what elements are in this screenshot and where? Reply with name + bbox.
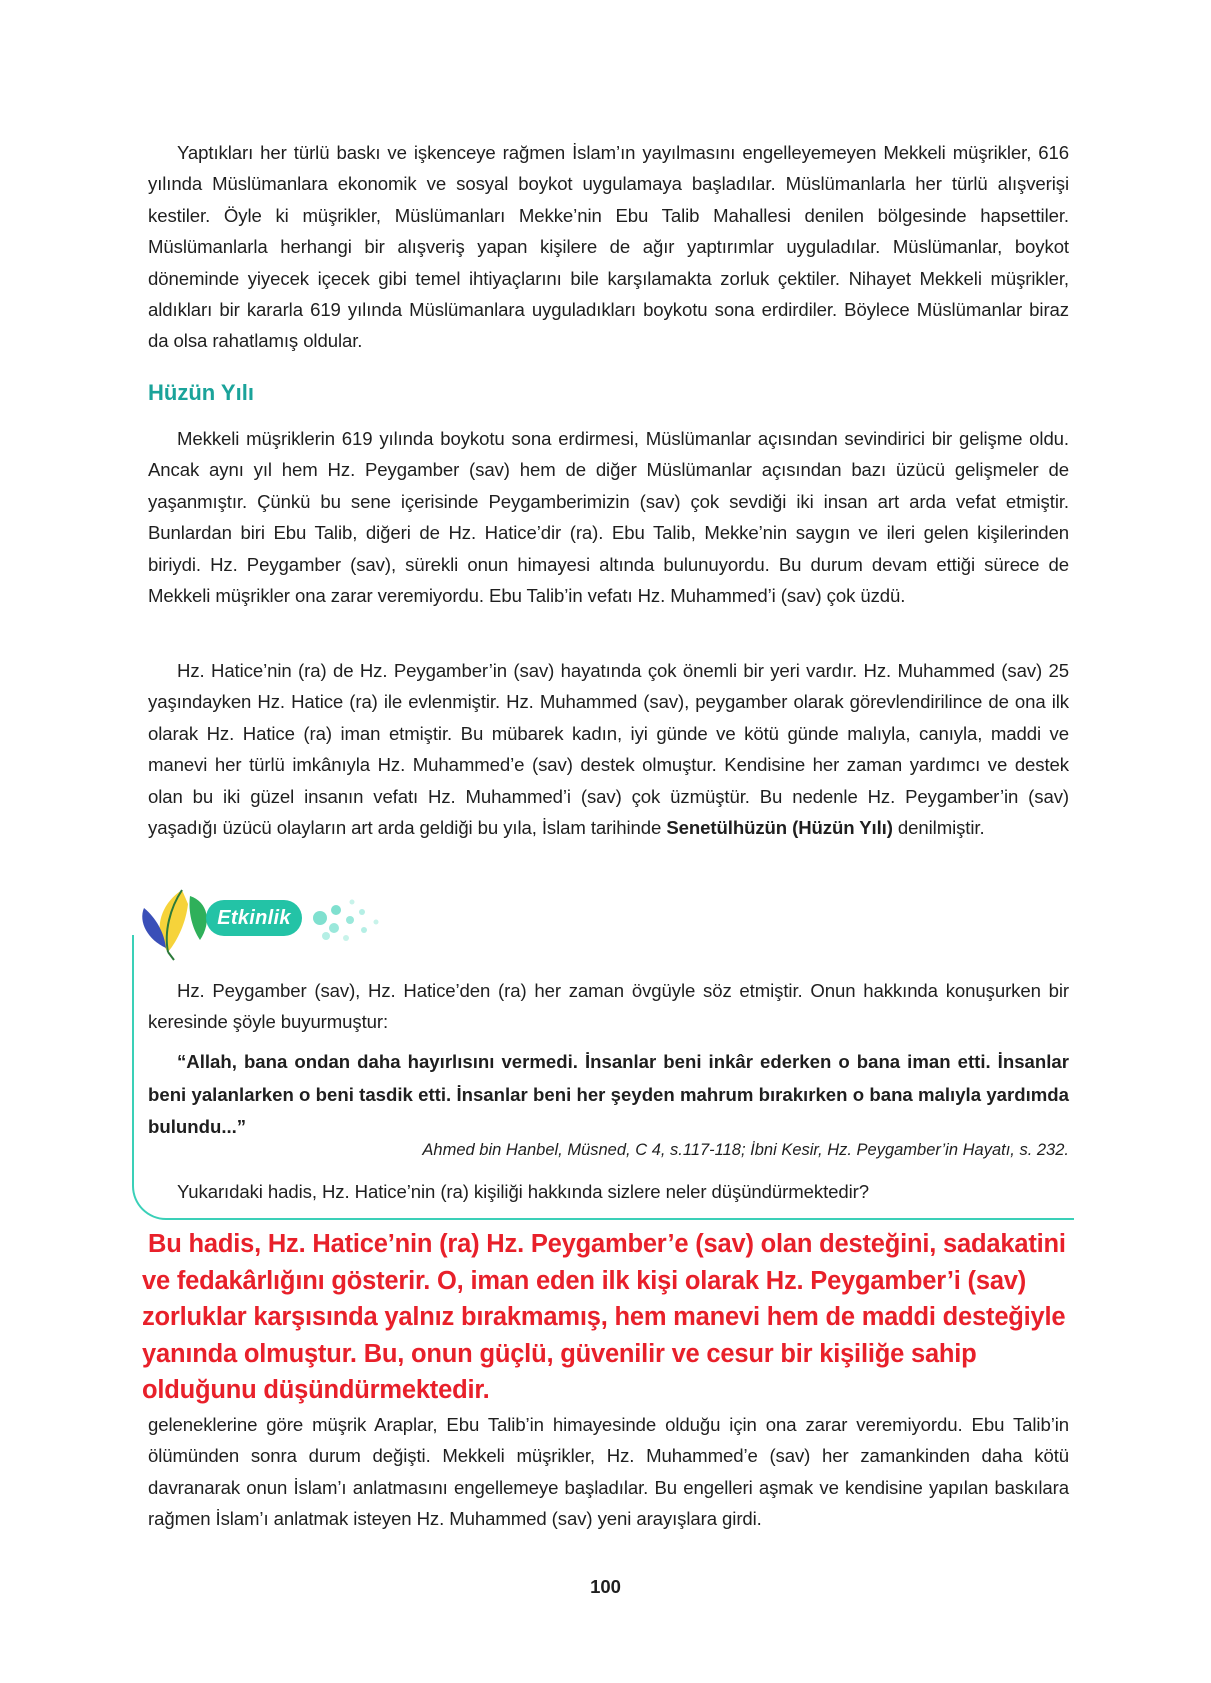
activity-intro: Hz. Peygamber (sav), Hz. Hatice’den (ra) her zaman övgüyle söz etmiştir. Onun hakkında konuşurken bir keresinde şöyle buyurmuştur: (148, 980, 1069, 1033)
activity-badge-label: Etkinlik (206, 900, 302, 936)
paragraph-2-text: Hz. Hatice’nin (ra) de Hz. Peygamber’in (sav) hayatında çok önemli bir yeri vardır. Hz. Muhammed (sav) 25 yaşındayken Hz. Hatice (ra) ile evlenmiştir. Hz. Muhammed (sav), peygamber olarak görevlendirilince de ona ilk olarak Hz. Hatice (ra) iman etmiştir. Bu mübarek kadın, iyi günde ve kötü günde malıyla, canıyla, maddi ve manevi her türlü imkânıyla Hz. Muhammed’e (sav) destek olmuştur. Kendisine her zaman yardımcı ve destek olan bu iki güzel insanın vefatı Hz. Muhammed’i (sav) çok üzmüştür. Bu nedenle Hz. Peygamber’in (sav) yaşadığı üzücü olayların art arda geldiği bu yıla, İslam tarihinde (148, 660, 1069, 839)
paragraph-2-bold-term: Senetülhüzün (Hüzün Yılı) (666, 817, 893, 839)
handwritten-answer: Bu hadis, Hz. Hatice’nin (ra) Hz. Peygamber’e (sav) olan desteğini, sadakatini ve fedakârlığını gösterir. O, iman eden ilk kişi olarak Hz. Peygamber’i (sav) zorluklar karşısında yalnız bırakmamış, hem manevi hem de maddi desteğiyle yanında olmuştur. Bu, onun güçlü, güvenilir ve cesur bir kişiliğe sahip olduğunu düşündürmektedir. (142, 1230, 1066, 1404)
section-heading: Hüzün Yılı (148, 380, 254, 405)
hadith-source: Ahmed bin Hanbel, Müsned, C 4, s.117-118; İbni Kesir, Hz. Peygamber’in Hayatı, s. 232. (422, 1141, 1069, 1159)
activity-intro-block (148, 975, 1069, 1038)
huzun-paragraph-1-block (148, 423, 1069, 611)
intro-section (148, 137, 1069, 357)
activity-question-block (148, 1176, 1069, 1207)
huzun-paragraph-2 (148, 655, 1069, 843)
huzun-paragraph-1: Mekkeli müşriklerin 619 yılında boykotu sona erdirmesi, Müslümanlar açısından sevindirici bir gelişme oldu. Ancak aynı yıl hem Hz. Peygamber (sav) hem de diğer Müslümanlar açısından bazı üzücü gelişmeler de yaşanmıştır. Çünkü bu sene içerisinde Peygamberimizin (sav) çok sevdiği iki insan art arda vefat etmiştir. Bunlardan biri Ebu Talib, diğeri de Hz. Hatice’dir (ra). Ebu Talib, Mekke’nin saygın ve ileri gelen kişilerinden biriydi. Hz. Peygamber (sav), sürekli onun himayesi altında bulunuyordu. Bu durum devam ettiği sürece de Mekkeli müşrikler ona zarar veremiyordu. Ebu Talib’in vefatı Hz. Muhammed’i (sav) çok üzdü. (148, 428, 1069, 607)
activity-question: Yukarıdaki hadis, Hz. Hatice’nin (ra) kişiliği hakkında sizlere neler düşündürmektedir? (177, 1181, 869, 1202)
activity-badge (130, 882, 390, 962)
intro-paragraph: Yaptıkları her türlü baskı ve işkenceye rağmen İslam’ın yayılmasını engelleyemeyen Mekkeli müşrikler, 616 yılında Müslümanlara ekonomik ve sosyal boykot uygulamaya başladılar. Müslümanlarla her türlü alışverişi kestiler. Öyle ki müşrikler, Müslümanları Mekke’nin Ebu Talib Mahallesi denilen bölgesinde hapsettiler. Müslümanlarla herhangi bir alışveriş yapan kişilere de ağır yaptırımlar uyguladılar. Müslümanlar, boykot döneminde yiyecek içecek gibi temel ihtiyaçlarını bile karşılamakta zorluk çektiler. Nihayet Mekkeli müşrikler, aldıkları bir kararla 619 yılında Müslümanlara uyguladıkları boykotu sona erdirdiler. Böylece Müslümanlar biraz da olsa rahatlamış oldular. (148, 142, 1069, 352)
continuation-block (148, 1409, 1069, 1535)
hadith-quote: “Allah, bana ondan daha hayırlısını vermedi. İnsanlar beni inkâr ederken o bana iman etti. İnsanlar beni yalanlarken o beni tasdik etti. İnsanlar beni her şeyden mahrum bırakırken o bana malıyla yardımda bulundu...” (148, 1051, 1069, 1137)
paragraph-2-end: denilmiştir. (897, 817, 985, 839)
huzun-paragraph-2-block (148, 655, 1069, 843)
page-number: 100 (590, 1576, 621, 1597)
continuation-paragraph: geleneklerine göre müşrik Araplar, Ebu Talib’in himayesinde olduğu için ona zarar veremiyordu. Ebu Talib’in ölümünden sonra durum değişti. Mekkeli müşrikler, Hz. Muhammed’e (sav) her zamankinden daha kötü davranarak onun İslam’ı anlatmasını engellemeye başladılar. Bu engelleri aşmak ve kendisine yapılan baskılara rağmen İslam’ı anlatmak isteyen Hz. Muhammed (sav) yeni arayışlara girdi. (148, 1414, 1069, 1530)
